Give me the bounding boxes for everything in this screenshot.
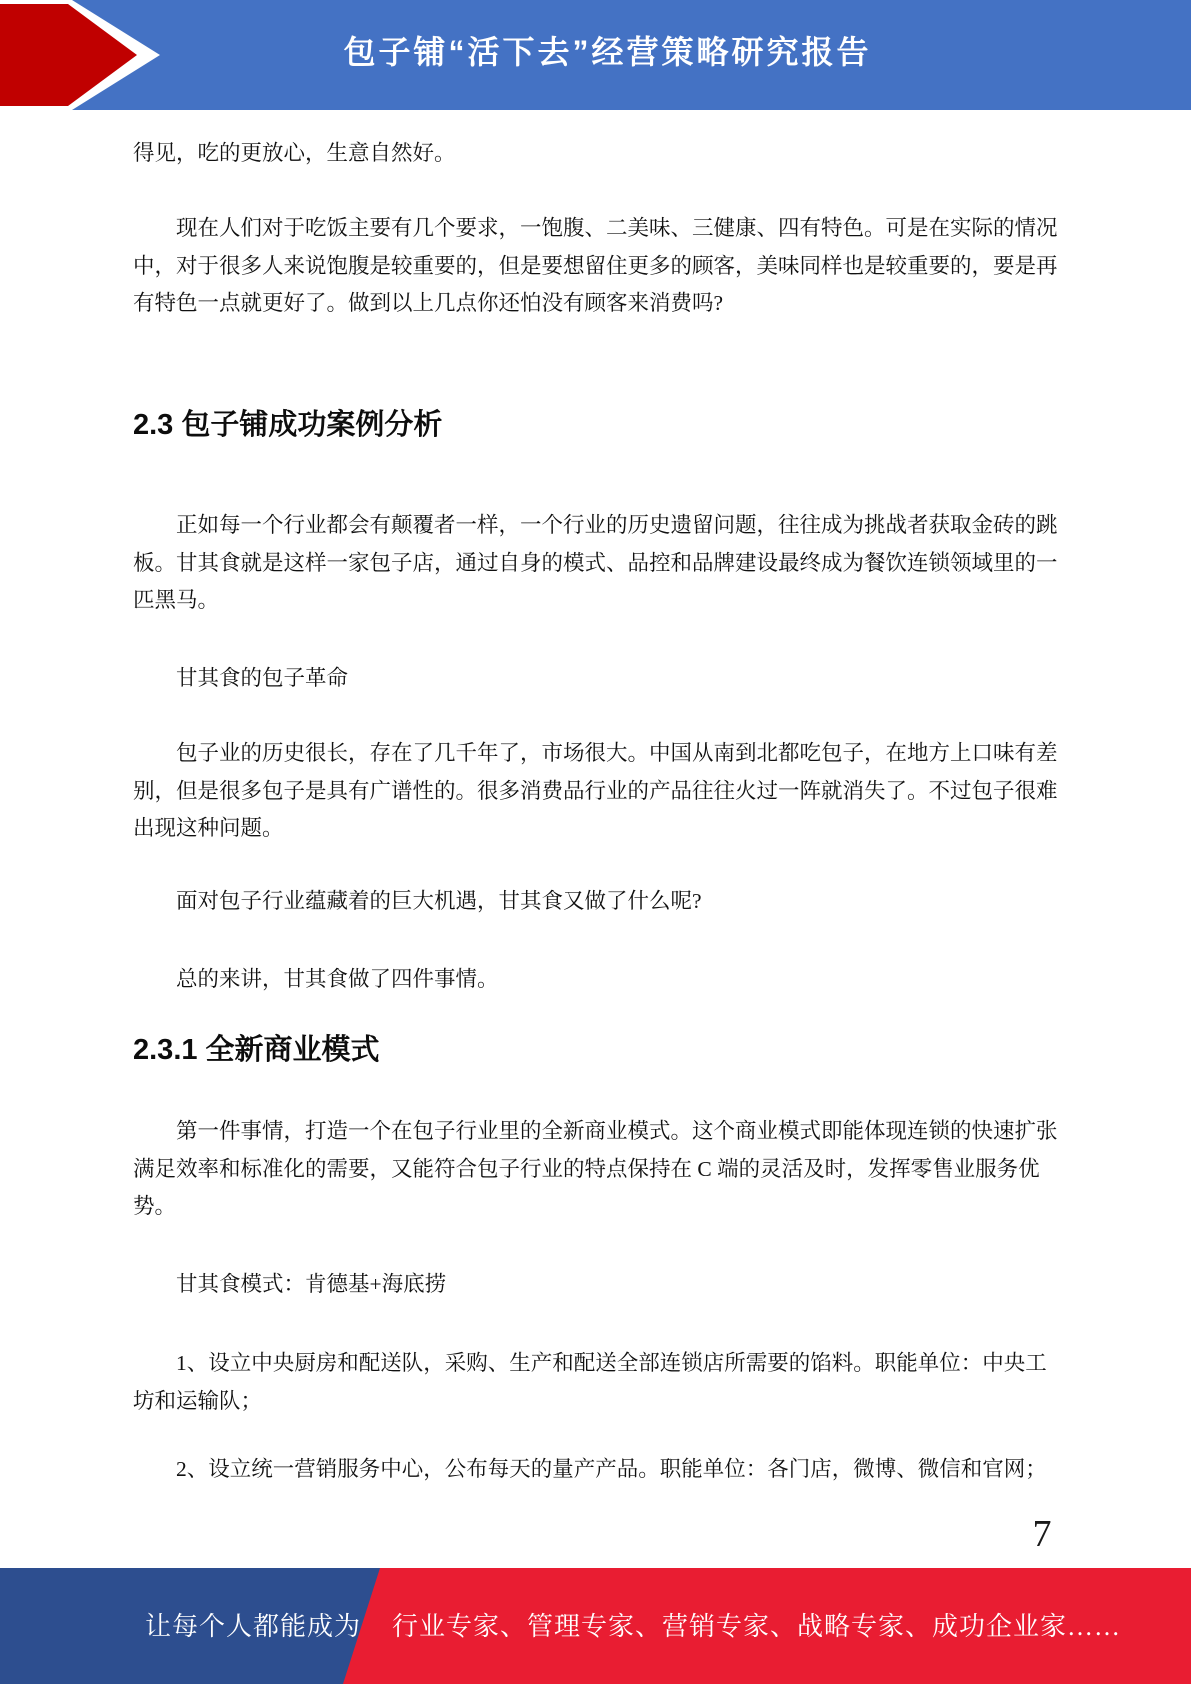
body-paragraph: 第一件事情，打造一个在包子行业里的全新商业模式。这个商业模式即能体现连锁的快速扩张满足效率和标准化的需要，又能符合包子行业的特点保持在 C 端的灵活及时，发挥零售业服务优势。 <box>133 1119 1058 1218</box>
body-paragraph: 甘其食的包子革命 <box>176 666 349 690</box>
body-paragraph: 面对包子行业蕴藏着的巨大机遇，甘其食又做了什么呢? <box>176 889 702 913</box>
body-paragraph: 包子业的历史很长，存在了几千年了，市场很大。中国从南到北都吃包子，在地方上口味有差别，但是很多包子是具有广谱性的。很多消费品行业的产品往往火过一阵就消失了。不过包子很难出现这种问题。 <box>133 741 1058 840</box>
body-paragraph: 现在人们对于吃饭主要有几个要求，一饱腹、二美味、三健康、四有特色。可是在实际的情况中，对于很多人来说饱腹是较重要的，但是要想留住更多的顾客，美味同样也是较重要的，要是再有特色一点就更好了。做到以上几点你还怕没有顾客来消费吗? <box>133 216 1058 315</box>
footer-slogan-left: 让每个人都能成为 <box>145 1612 362 1641</box>
section-heading-2-3: 2.3 包子铺成功案例分析 <box>133 409 443 441</box>
body-paragraph-list-item-2: 2、设立统一营销服务中心，公布每天的量产产品。职能单位：各门店，微博、微信和官网； <box>176 1457 1047 1481</box>
body-paragraph: 正如每一个行业都会有颠覆者一样，一个行业的历史遗留问题，往往成为挑战者获取金砖的跳板。甘其食就是这样一家包子店，通过自身的模式、品控和品牌建设最终成为餐饮连锁领域里的一匹黑马。 <box>133 513 1058 612</box>
body-paragraph: 甘其食模式：肯德基+海底捞 <box>176 1272 447 1296</box>
footer-slogan-right: 行业专家、管理专家、营销专家、战略专家、成功企业家…… <box>392 1612 1122 1641</box>
body-paragraph-continuation: 得见，吃的更放心，生意自然好。 <box>133 141 456 165</box>
page-number: 7 <box>1032 1513 1052 1555</box>
page-header-banner <box>0 0 1191 110</box>
section-heading-2-3-1: 2.3.1 全新商业模式 <box>133 1034 380 1066</box>
body-paragraph: 总的来讲，甘其食做了四件事情。 <box>176 967 499 991</box>
report-title: 包子铺“活下去”经营策略研究报告 <box>343 34 872 70</box>
body-paragraph-list-item-1: 1、设立中央厨房和配送队，采购、生产和配送全部连锁店所需要的馅料。职能单位：中央工坊和运输队； <box>133 1351 1047 1413</box>
page-footer-banner <box>0 1568 1191 1684</box>
